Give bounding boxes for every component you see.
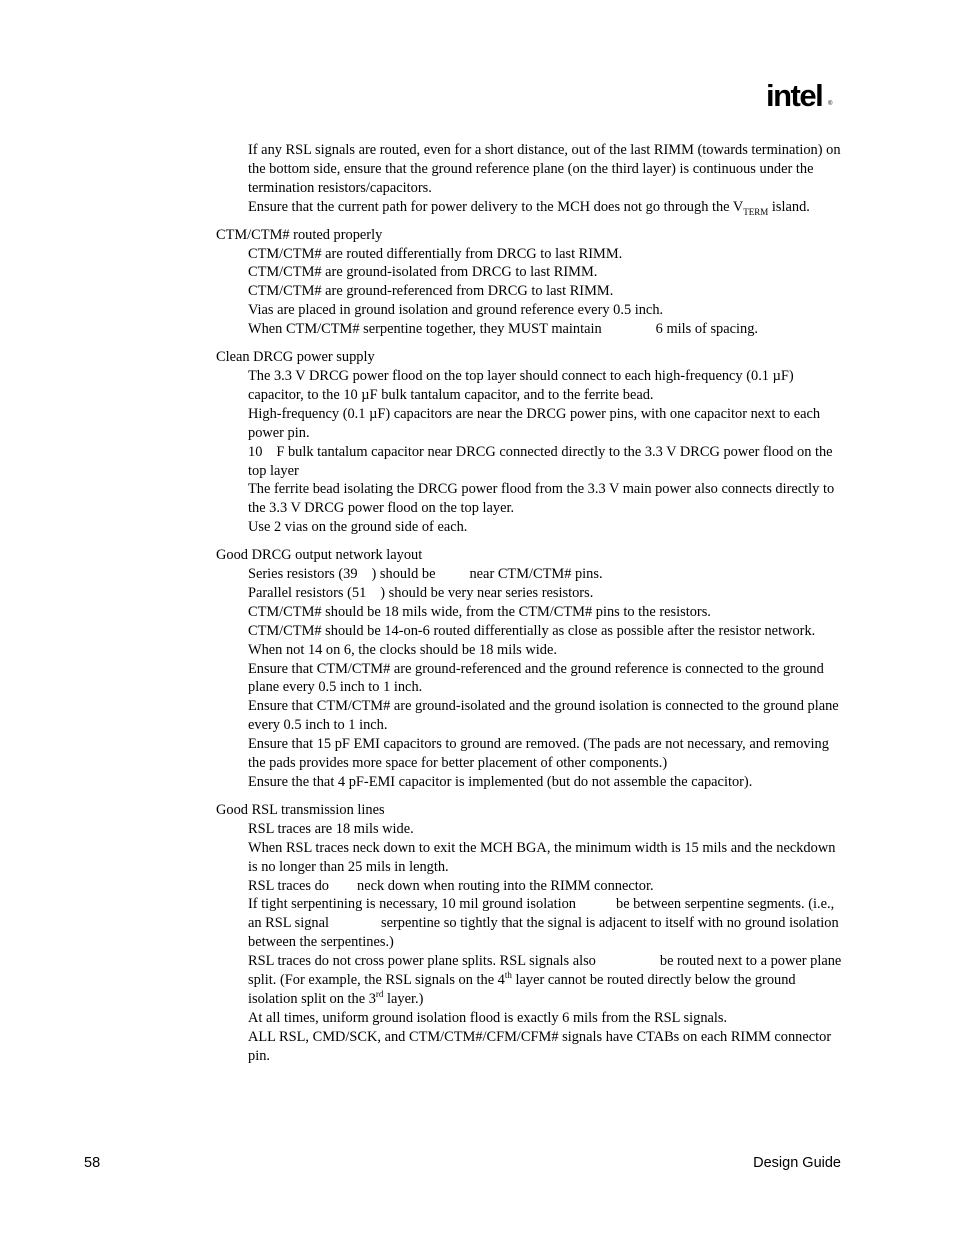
text-run: RSL traces do not cross power plane splits. RSL signals also [248, 953, 596, 970]
section-heading: Good RSL transmission lines [216, 801, 385, 818]
text-run: Parallel resistors (51 [248, 584, 367, 601]
text-run: Ensure that the current path for power delivery to the MCH does not go through the V [248, 198, 744, 215]
list-item: Ensure that 15 pF EMI capacitors to ground are removed. (The pads are not necessary, and removing the pads provides more space for better placement of other components.) [248, 736, 829, 772]
list-item: CTM/CTM# should be 14-on-6 routed differentially as close as possible after the resistor network. [248, 622, 816, 639]
superscript: rd [375, 989, 384, 1000]
text-run: be routed next to a power plane split. (For example, the RSL signals on the 4 [248, 953, 842, 989]
list-item [248, 565, 846, 584]
list-item: Use 2 vias on the ground side of each. [248, 519, 468, 536]
registered-mark: ® [828, 101, 833, 107]
text-run: layer.) [387, 990, 424, 1007]
section-heading: Clean DRCG power supply [216, 349, 375, 366]
text-run: ) should be very near series resistors. [380, 584, 594, 601]
list-item: The ferrite bead isolating the DRCG power flood from the 3.3 V main power also connects directly to the 3.3 V DRCG power flood on the top layer. [248, 481, 835, 517]
page-body [216, 141, 846, 1066]
text-run: near CTM/CTM# pins. [469, 566, 603, 583]
text-run: RSL traces do [248, 877, 329, 894]
list-item [248, 198, 846, 217]
text-run: If tight serpentining is necessary, 10 mil ground isolation [248, 896, 576, 913]
list-item: At all times, uniform ground isolation flood is exactly 6 mils from the RSL signals. [248, 1009, 728, 1026]
text-run: layer cannot be routed directly below the ground isolation split on the 3 [248, 972, 796, 1007]
list-item: CTM/CTM# are routed differentially from DRCG to last RIMM. [248, 245, 623, 262]
list-item: If any RSL signals are routed, even for a short distance, out of the last RIMM (towards termination) on the bottom side, ensure that the ground reference plane (on the third layer) is continuous under the termination resistors/capacitors. [248, 142, 841, 196]
superscript: th [504, 970, 512, 981]
page-number: 58 [84, 1155, 101, 1171]
list-item: When not 14 on 6, the clocks should be 18 mils wide. [248, 641, 557, 658]
section-heading: Good DRCG output network layout [216, 547, 423, 564]
list-item [248, 877, 846, 896]
text-run: island. [771, 198, 810, 215]
list-item: Vias are placed in ground isolation and ground reference every 0.5 inch. [248, 302, 664, 319]
list-item [248, 320, 846, 339]
text-run: 6 mils of spacing. [655, 321, 758, 338]
list-item [248, 584, 846, 603]
list-item [248, 895, 846, 952]
list-item: RSL traces are 18 mils wide. [248, 820, 414, 837]
text-run: be between serpentine [616, 896, 744, 913]
list-item: CTM/CTM# are ground-referenced from DRCG to last RIMM. [248, 283, 614, 300]
list-item [248, 952, 846, 1009]
list-item: Ensure that CTM/CTM# are ground-isolated and the ground isolation is connected to the ground plane every 0.5 inch to 1 inch. [248, 698, 839, 734]
list-item [248, 443, 846, 481]
intel-logo [766, 76, 836, 116]
document-title: Design Guide [753, 1155, 841, 1171]
section-heading: CTM/CTM# routed properly [216, 226, 383, 243]
list-item: Ensure the that 4 pF-EMI capacitor is implemented (but do not assemble the capacitor). [248, 774, 753, 790]
list-item: Ensure that CTM/CTM# are ground-referenced and the ground reference is connected to the ground plane every 0.5 inch to 1 inch. [248, 660, 824, 696]
intel-logo-text: intel [766, 78, 823, 113]
subscript: TERM [743, 206, 769, 217]
list-item: ALL RSL, CMD/SCK, and CTM/CTM#/CFM/CFM# signals have CTABs on each RIMM connector pin. [248, 1028, 832, 1064]
text-run: F bulk tantalum capacitor near DRCG connected directly to the 3.3 V DRCG power flood on the top layer [248, 443, 833, 479]
text-run: segments. (i.e., an RSL signal [248, 896, 835, 932]
list-item: When RSL traces neck down to exit the MCH BGA, the minimum width is 15 mils and the neckdown is no longer than 25 mils in length. [248, 839, 836, 875]
text-run: When CTM/CTM# serpentine together, they MUST maintain [248, 321, 602, 338]
list-item: High-frequency (0.1 µF) capacitors are near the DRCG power pins, with one capacitor next to each power pin. [248, 405, 821, 441]
text-run: Series resistors (39 [248, 566, 358, 583]
list-item: CTM/CTM# are ground-isolated from DRCG to last RIMM. [248, 264, 598, 281]
text-run: neck down when routing into the RIMM connector. [357, 877, 654, 894]
text-run: 10 [248, 443, 263, 460]
list-item: The 3.3 V DRCG power flood on the top layer should connect to each high-frequency (0.1 µF) capacitor, to the 10 µF bulk tantalum capacitor, and to the ferrite bead. [248, 367, 794, 403]
text-run: serpentine so tightly that the signal is adjacent to itself with no ground isolation between the serpentines.) [248, 915, 839, 951]
list-item: CTM/CTM# should be 18 mils wide, from the CTM/CTM# pins to the resistors. [248, 603, 711, 620]
text-run: ) should be [371, 566, 436, 583]
